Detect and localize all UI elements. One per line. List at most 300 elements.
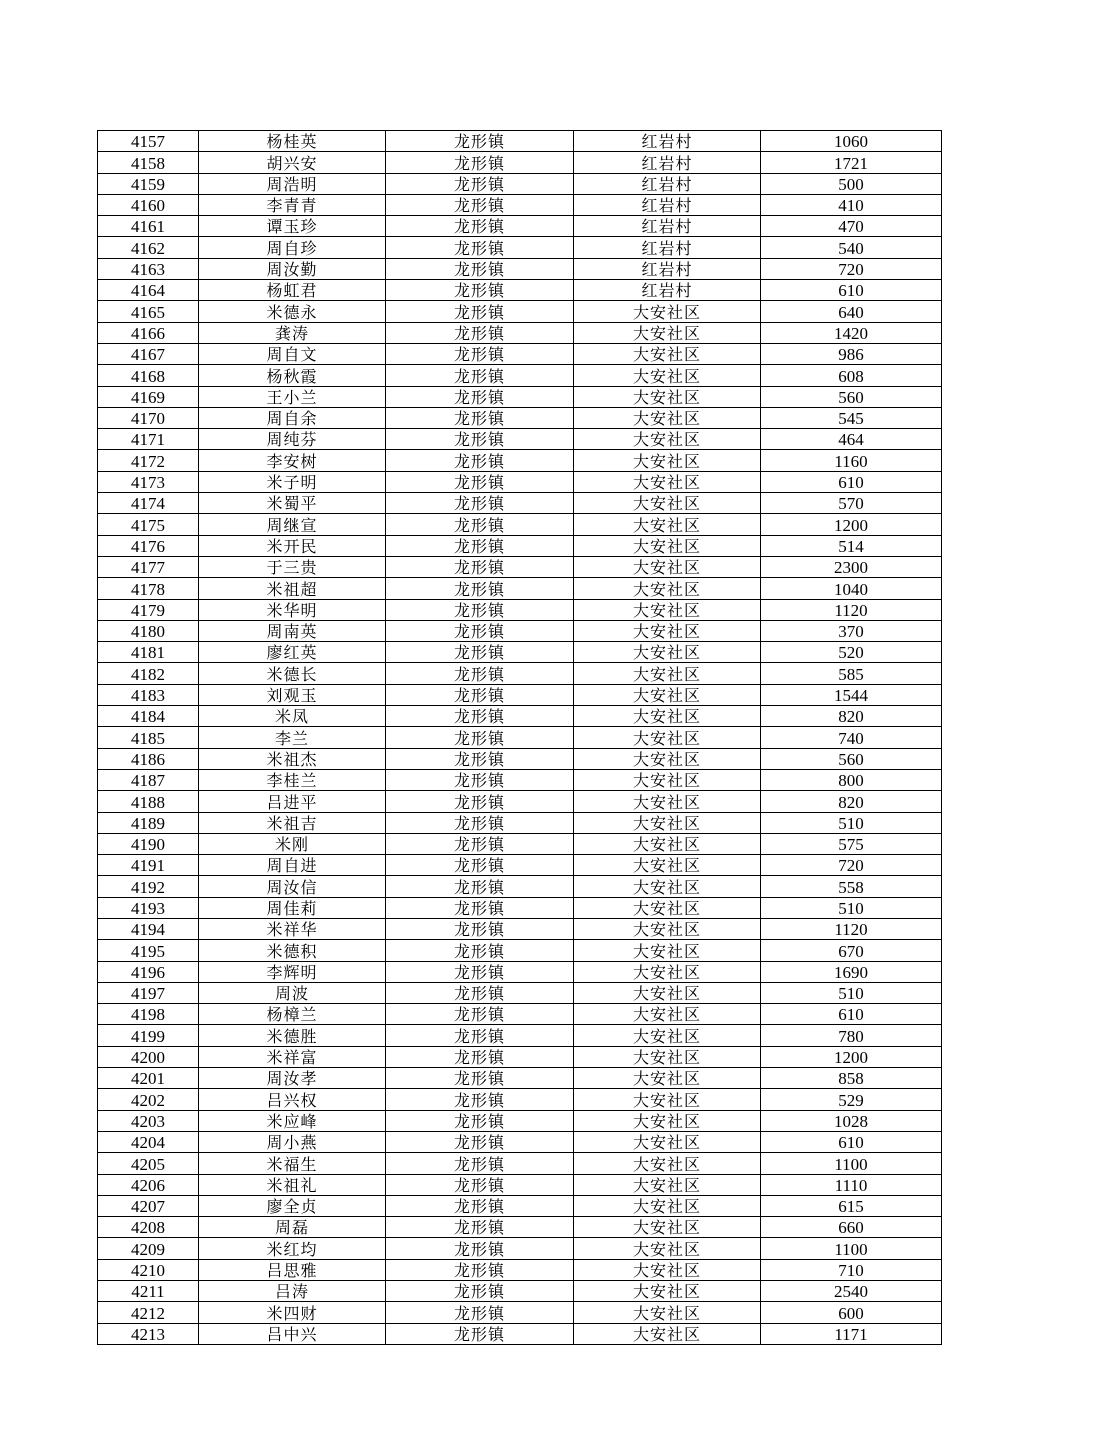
town-cell: 龙形镇 xyxy=(386,940,574,961)
row-number-cell: 4160 xyxy=(98,194,199,215)
data-table xyxy=(97,130,942,1345)
table-row xyxy=(98,1281,942,1302)
town-cell: 龙形镇 xyxy=(386,173,574,194)
table-row xyxy=(98,706,942,727)
name-cell: 米红均 xyxy=(199,1238,386,1259)
amount-cell: 740 xyxy=(761,727,942,748)
village-cell: 大安社区 xyxy=(574,961,761,982)
name-cell: 吕进平 xyxy=(199,791,386,812)
table-body xyxy=(98,131,942,1345)
name-cell: 李青青 xyxy=(199,194,386,215)
town-cell: 龙形镇 xyxy=(386,471,574,492)
row-number-cell: 4157 xyxy=(98,131,199,152)
row-number-cell: 4198 xyxy=(98,1004,199,1025)
table-row xyxy=(98,365,942,386)
town-cell: 龙形镇 xyxy=(386,365,574,386)
row-number-cell: 4182 xyxy=(98,663,199,684)
amount-cell: 529 xyxy=(761,1089,942,1110)
town-cell: 龙形镇 xyxy=(386,663,574,684)
amount-cell: 660 xyxy=(761,1217,942,1238)
table-row xyxy=(98,216,942,237)
name-cell: 廖红英 xyxy=(199,642,386,663)
row-number-cell: 4165 xyxy=(98,301,199,322)
amount-cell: 1028 xyxy=(761,1110,942,1131)
row-number-cell: 4158 xyxy=(98,152,199,173)
row-number-cell: 4194 xyxy=(98,918,199,939)
town-cell: 龙形镇 xyxy=(386,791,574,812)
name-cell: 王小兰 xyxy=(199,386,386,407)
row-number-cell: 4192 xyxy=(98,876,199,897)
town-cell: 龙形镇 xyxy=(386,620,574,641)
amount-cell: 720 xyxy=(761,855,942,876)
row-number-cell: 4175 xyxy=(98,514,199,535)
table-row xyxy=(98,1025,942,1046)
table-row xyxy=(98,1259,942,1280)
village-cell: 大安社区 xyxy=(574,748,761,769)
row-number-cell: 4204 xyxy=(98,1131,199,1152)
amount-cell: 500 xyxy=(761,173,942,194)
row-number-cell: 4205 xyxy=(98,1153,199,1174)
row-number-cell: 4177 xyxy=(98,556,199,577)
table-row xyxy=(98,556,942,577)
name-cell: 米德永 xyxy=(199,301,386,322)
village-cell: 大安社区 xyxy=(574,343,761,364)
town-cell: 龙形镇 xyxy=(386,1089,574,1110)
amount-cell: 710 xyxy=(761,1259,942,1280)
table-row xyxy=(98,1323,942,1344)
amount-cell: 540 xyxy=(761,237,942,258)
row-number-cell: 4173 xyxy=(98,471,199,492)
town-cell: 龙形镇 xyxy=(386,301,574,322)
table-row xyxy=(98,322,942,343)
town-cell: 龙形镇 xyxy=(386,152,574,173)
table-row xyxy=(98,1068,942,1089)
amount-cell: 1544 xyxy=(761,684,942,705)
amount-cell: 1040 xyxy=(761,578,942,599)
village-cell: 大安社区 xyxy=(574,1046,761,1067)
town-cell: 龙形镇 xyxy=(386,706,574,727)
village-cell: 大安社区 xyxy=(574,471,761,492)
village-cell: 红岩村 xyxy=(574,216,761,237)
row-number-cell: 4193 xyxy=(98,897,199,918)
row-number-cell: 4166 xyxy=(98,322,199,343)
town-cell: 龙形镇 xyxy=(386,556,574,577)
table-row xyxy=(98,1110,942,1131)
amount-cell: 520 xyxy=(761,642,942,663)
village-cell: 大安社区 xyxy=(574,706,761,727)
name-cell: 周自珍 xyxy=(199,237,386,258)
amount-cell: 1160 xyxy=(761,450,942,471)
town-cell: 龙形镇 xyxy=(386,1195,574,1216)
town-cell: 龙形镇 xyxy=(386,343,574,364)
table-row xyxy=(98,727,942,748)
amount-cell: 1110 xyxy=(761,1174,942,1195)
village-cell: 大安社区 xyxy=(574,1131,761,1152)
amount-cell: 610 xyxy=(761,280,942,301)
town-cell: 龙形镇 xyxy=(386,1068,574,1089)
amount-cell: 514 xyxy=(761,535,942,556)
amount-cell: 575 xyxy=(761,833,942,854)
table-row xyxy=(98,194,942,215)
town-cell: 龙形镇 xyxy=(386,1153,574,1174)
table-row xyxy=(98,769,942,790)
row-number-cell: 4168 xyxy=(98,365,199,386)
village-cell: 大安社区 xyxy=(574,1323,761,1344)
amount-cell: 410 xyxy=(761,194,942,215)
amount-cell: 1200 xyxy=(761,1046,942,1067)
village-cell: 大安社区 xyxy=(574,876,761,897)
name-cell: 于三贵 xyxy=(199,556,386,577)
village-cell: 大安社区 xyxy=(574,599,761,620)
amount-cell: 1171 xyxy=(761,1323,942,1344)
row-number-cell: 4178 xyxy=(98,578,199,599)
amount-cell: 670 xyxy=(761,940,942,961)
row-number-cell: 4169 xyxy=(98,386,199,407)
row-number-cell: 4167 xyxy=(98,343,199,364)
table-row xyxy=(98,237,942,258)
table-row xyxy=(98,152,942,173)
village-cell: 大安社区 xyxy=(574,791,761,812)
name-cell: 米蜀平 xyxy=(199,493,386,514)
row-number-cell: 4172 xyxy=(98,450,199,471)
village-cell: 大安社区 xyxy=(574,535,761,556)
table-row xyxy=(98,280,942,301)
village-cell: 大安社区 xyxy=(574,407,761,428)
village-cell: 大安社区 xyxy=(574,1238,761,1259)
table-row xyxy=(98,1195,942,1216)
name-cell: 周自进 xyxy=(199,855,386,876)
town-cell: 龙形镇 xyxy=(386,1217,574,1238)
village-cell: 大安社区 xyxy=(574,642,761,663)
amount-cell: 820 xyxy=(761,791,942,812)
name-cell: 米德长 xyxy=(199,663,386,684)
village-cell: 红岩村 xyxy=(574,258,761,279)
town-cell: 龙形镇 xyxy=(386,727,574,748)
town-cell: 龙形镇 xyxy=(386,194,574,215)
table-row xyxy=(98,1217,942,1238)
village-cell: 大安社区 xyxy=(574,514,761,535)
name-cell: 周汝勤 xyxy=(199,258,386,279)
village-cell: 大安社区 xyxy=(574,1174,761,1195)
row-number-cell: 4208 xyxy=(98,1217,199,1238)
town-cell: 龙形镇 xyxy=(386,237,574,258)
row-number-cell: 4174 xyxy=(98,493,199,514)
name-cell: 李兰 xyxy=(199,727,386,748)
village-cell: 大安社区 xyxy=(574,493,761,514)
amount-cell: 545 xyxy=(761,407,942,428)
table-row xyxy=(98,599,942,620)
row-number-cell: 4185 xyxy=(98,727,199,748)
village-cell: 大安社区 xyxy=(574,1195,761,1216)
town-cell: 龙形镇 xyxy=(386,386,574,407)
amount-cell: 610 xyxy=(761,1131,942,1152)
town-cell: 龙形镇 xyxy=(386,684,574,705)
name-cell: 周自余 xyxy=(199,407,386,428)
row-number-cell: 4213 xyxy=(98,1323,199,1344)
village-cell: 大安社区 xyxy=(574,1025,761,1046)
table-row xyxy=(98,471,942,492)
village-cell: 红岩村 xyxy=(574,152,761,173)
town-cell: 龙形镇 xyxy=(386,961,574,982)
name-cell: 米祖超 xyxy=(199,578,386,599)
row-number-cell: 4184 xyxy=(98,706,199,727)
village-cell: 大安社区 xyxy=(574,365,761,386)
name-cell: 米华明 xyxy=(199,599,386,620)
village-cell: 大安社区 xyxy=(574,556,761,577)
village-cell: 大安社区 xyxy=(574,620,761,641)
row-number-cell: 4199 xyxy=(98,1025,199,1046)
row-number-cell: 4201 xyxy=(98,1068,199,1089)
table-row xyxy=(98,1131,942,1152)
name-cell: 刘观玉 xyxy=(199,684,386,705)
row-number-cell: 4164 xyxy=(98,280,199,301)
row-number-cell: 4202 xyxy=(98,1089,199,1110)
town-cell: 龙形镇 xyxy=(386,876,574,897)
name-cell: 米祖杰 xyxy=(199,748,386,769)
name-cell: 杨秋霞 xyxy=(199,365,386,386)
town-cell: 龙形镇 xyxy=(386,1110,574,1131)
town-cell: 龙形镇 xyxy=(386,897,574,918)
village-cell: 红岩村 xyxy=(574,237,761,258)
amount-cell: 1060 xyxy=(761,131,942,152)
town-cell: 龙形镇 xyxy=(386,280,574,301)
table-row xyxy=(98,535,942,556)
name-cell: 廖全贞 xyxy=(199,1195,386,1216)
table-row xyxy=(98,1153,942,1174)
village-cell: 大安社区 xyxy=(574,1004,761,1025)
amount-cell: 370 xyxy=(761,620,942,641)
town-cell: 龙形镇 xyxy=(386,769,574,790)
row-number-cell: 4197 xyxy=(98,982,199,1003)
amount-cell: 610 xyxy=(761,471,942,492)
row-number-cell: 4161 xyxy=(98,216,199,237)
table-row xyxy=(98,940,942,961)
table-row xyxy=(98,897,942,918)
row-number-cell: 4206 xyxy=(98,1174,199,1195)
amount-cell: 800 xyxy=(761,769,942,790)
row-number-cell: 4186 xyxy=(98,748,199,769)
name-cell: 米子明 xyxy=(199,471,386,492)
amount-cell: 464 xyxy=(761,429,942,450)
amount-cell: 2540 xyxy=(761,1281,942,1302)
amount-cell: 570 xyxy=(761,493,942,514)
town-cell: 龙形镇 xyxy=(386,258,574,279)
name-cell: 周汝信 xyxy=(199,876,386,897)
village-cell: 大安社区 xyxy=(574,1110,761,1131)
town-cell: 龙形镇 xyxy=(386,535,574,556)
row-number-cell: 4179 xyxy=(98,599,199,620)
row-number-cell: 4176 xyxy=(98,535,199,556)
table-row xyxy=(98,791,942,812)
table-row xyxy=(98,493,942,514)
amount-cell: 2300 xyxy=(761,556,942,577)
town-cell: 龙形镇 xyxy=(386,429,574,450)
village-cell: 大安社区 xyxy=(574,301,761,322)
table-row xyxy=(98,173,942,194)
table-row xyxy=(98,1174,942,1195)
town-cell: 龙形镇 xyxy=(386,1131,574,1152)
amount-cell: 1120 xyxy=(761,599,942,620)
table-row xyxy=(98,1004,942,1025)
table-row xyxy=(98,663,942,684)
table-row xyxy=(98,1302,942,1323)
village-cell: 红岩村 xyxy=(574,131,761,152)
table-row xyxy=(98,855,942,876)
row-number-cell: 4190 xyxy=(98,833,199,854)
village-cell: 大安社区 xyxy=(574,918,761,939)
name-cell: 米四财 xyxy=(199,1302,386,1323)
name-cell: 杨虹君 xyxy=(199,280,386,301)
name-cell: 周浩明 xyxy=(199,173,386,194)
row-number-cell: 4200 xyxy=(98,1046,199,1067)
table-row xyxy=(98,684,942,705)
row-number-cell: 4187 xyxy=(98,769,199,790)
town-cell: 龙形镇 xyxy=(386,833,574,854)
amount-cell: 560 xyxy=(761,748,942,769)
amount-cell: 1100 xyxy=(761,1238,942,1259)
table-row xyxy=(98,514,942,535)
town-cell: 龙形镇 xyxy=(386,216,574,237)
table-row xyxy=(98,620,942,641)
amount-cell: 585 xyxy=(761,663,942,684)
village-cell: 大安社区 xyxy=(574,450,761,471)
name-cell: 胡兴安 xyxy=(199,152,386,173)
village-cell: 大安社区 xyxy=(574,1281,761,1302)
village-cell: 大安社区 xyxy=(574,1217,761,1238)
row-number-cell: 4181 xyxy=(98,642,199,663)
row-number-cell: 4170 xyxy=(98,407,199,428)
village-cell: 大安社区 xyxy=(574,812,761,833)
name-cell: 米刚 xyxy=(199,833,386,854)
name-cell: 吕涛 xyxy=(199,1281,386,1302)
name-cell: 米凤 xyxy=(199,706,386,727)
row-number-cell: 4212 xyxy=(98,1302,199,1323)
name-cell: 周小燕 xyxy=(199,1131,386,1152)
table-row xyxy=(98,429,942,450)
town-cell: 龙形镇 xyxy=(386,578,574,599)
village-cell: 大安社区 xyxy=(574,833,761,854)
name-cell: 米福生 xyxy=(199,1153,386,1174)
table-row xyxy=(98,833,942,854)
name-cell: 米德积 xyxy=(199,940,386,961)
row-number-cell: 4211 xyxy=(98,1281,199,1302)
table-row xyxy=(98,812,942,833)
table-row xyxy=(98,1089,942,1110)
amount-cell: 610 xyxy=(761,1004,942,1025)
amount-cell: 1100 xyxy=(761,1153,942,1174)
town-cell: 龙形镇 xyxy=(386,748,574,769)
amount-cell: 1420 xyxy=(761,322,942,343)
town-cell: 龙形镇 xyxy=(386,1174,574,1195)
row-number-cell: 4162 xyxy=(98,237,199,258)
name-cell: 米德胜 xyxy=(199,1025,386,1046)
row-number-cell: 4188 xyxy=(98,791,199,812)
name-cell: 米祥华 xyxy=(199,918,386,939)
town-cell: 龙形镇 xyxy=(386,1046,574,1067)
name-cell: 米应峰 xyxy=(199,1110,386,1131)
amount-cell: 600 xyxy=(761,1302,942,1323)
name-cell: 李辉明 xyxy=(199,961,386,982)
amount-cell: 1690 xyxy=(761,961,942,982)
town-cell: 龙形镇 xyxy=(386,1323,574,1344)
table-row xyxy=(98,961,942,982)
row-number-cell: 4180 xyxy=(98,620,199,641)
village-cell: 大安社区 xyxy=(574,322,761,343)
name-cell: 李安树 xyxy=(199,450,386,471)
town-cell: 龙形镇 xyxy=(386,493,574,514)
amount-cell: 560 xyxy=(761,386,942,407)
amount-cell: 820 xyxy=(761,706,942,727)
town-cell: 龙形镇 xyxy=(386,1238,574,1259)
village-cell: 大安社区 xyxy=(574,1089,761,1110)
name-cell: 周佳莉 xyxy=(199,897,386,918)
row-number-cell: 4195 xyxy=(98,940,199,961)
town-cell: 龙形镇 xyxy=(386,514,574,535)
name-cell: 周波 xyxy=(199,982,386,1003)
name-cell: 周纯芬 xyxy=(199,429,386,450)
village-cell: 大安社区 xyxy=(574,982,761,1003)
name-cell: 周磊 xyxy=(199,1217,386,1238)
name-cell: 吕思雅 xyxy=(199,1259,386,1280)
table-row xyxy=(98,450,942,471)
table-row xyxy=(98,386,942,407)
table-row xyxy=(98,407,942,428)
name-cell: 谭玉珍 xyxy=(199,216,386,237)
table-row xyxy=(98,876,942,897)
village-cell: 红岩村 xyxy=(574,280,761,301)
row-number-cell: 4171 xyxy=(98,429,199,450)
table-row xyxy=(98,642,942,663)
table-row xyxy=(98,258,942,279)
village-cell: 大安社区 xyxy=(574,1259,761,1280)
row-number-cell: 4196 xyxy=(98,961,199,982)
amount-cell: 1120 xyxy=(761,918,942,939)
town-cell: 龙形镇 xyxy=(386,812,574,833)
town-cell: 龙形镇 xyxy=(386,407,574,428)
town-cell: 龙形镇 xyxy=(386,450,574,471)
table-row xyxy=(98,578,942,599)
town-cell: 龙形镇 xyxy=(386,1259,574,1280)
row-number-cell: 4163 xyxy=(98,258,199,279)
village-cell: 大安社区 xyxy=(574,855,761,876)
table-row xyxy=(98,301,942,322)
town-cell: 龙形镇 xyxy=(386,855,574,876)
amount-cell: 615 xyxy=(761,1195,942,1216)
town-cell: 龙形镇 xyxy=(386,1281,574,1302)
village-cell: 大安社区 xyxy=(574,1068,761,1089)
row-number-cell: 4159 xyxy=(98,173,199,194)
row-number-cell: 4209 xyxy=(98,1238,199,1259)
table-row xyxy=(98,982,942,1003)
name-cell: 李桂兰 xyxy=(199,769,386,790)
amount-cell: 780 xyxy=(761,1025,942,1046)
name-cell: 周自文 xyxy=(199,343,386,364)
name-cell: 米祖礼 xyxy=(199,1174,386,1195)
village-cell: 大安社区 xyxy=(574,684,761,705)
village-cell: 大安社区 xyxy=(574,940,761,961)
amount-cell: 470 xyxy=(761,216,942,237)
amount-cell: 608 xyxy=(761,365,942,386)
village-cell: 大安社区 xyxy=(574,897,761,918)
town-cell: 龙形镇 xyxy=(386,131,574,152)
amount-cell: 510 xyxy=(761,812,942,833)
amount-cell: 510 xyxy=(761,982,942,1003)
name-cell: 吕中兴 xyxy=(199,1323,386,1344)
town-cell: 龙形镇 xyxy=(386,1302,574,1323)
name-cell: 周继宣 xyxy=(199,514,386,535)
town-cell: 龙形镇 xyxy=(386,1025,574,1046)
row-number-cell: 4210 xyxy=(98,1259,199,1280)
